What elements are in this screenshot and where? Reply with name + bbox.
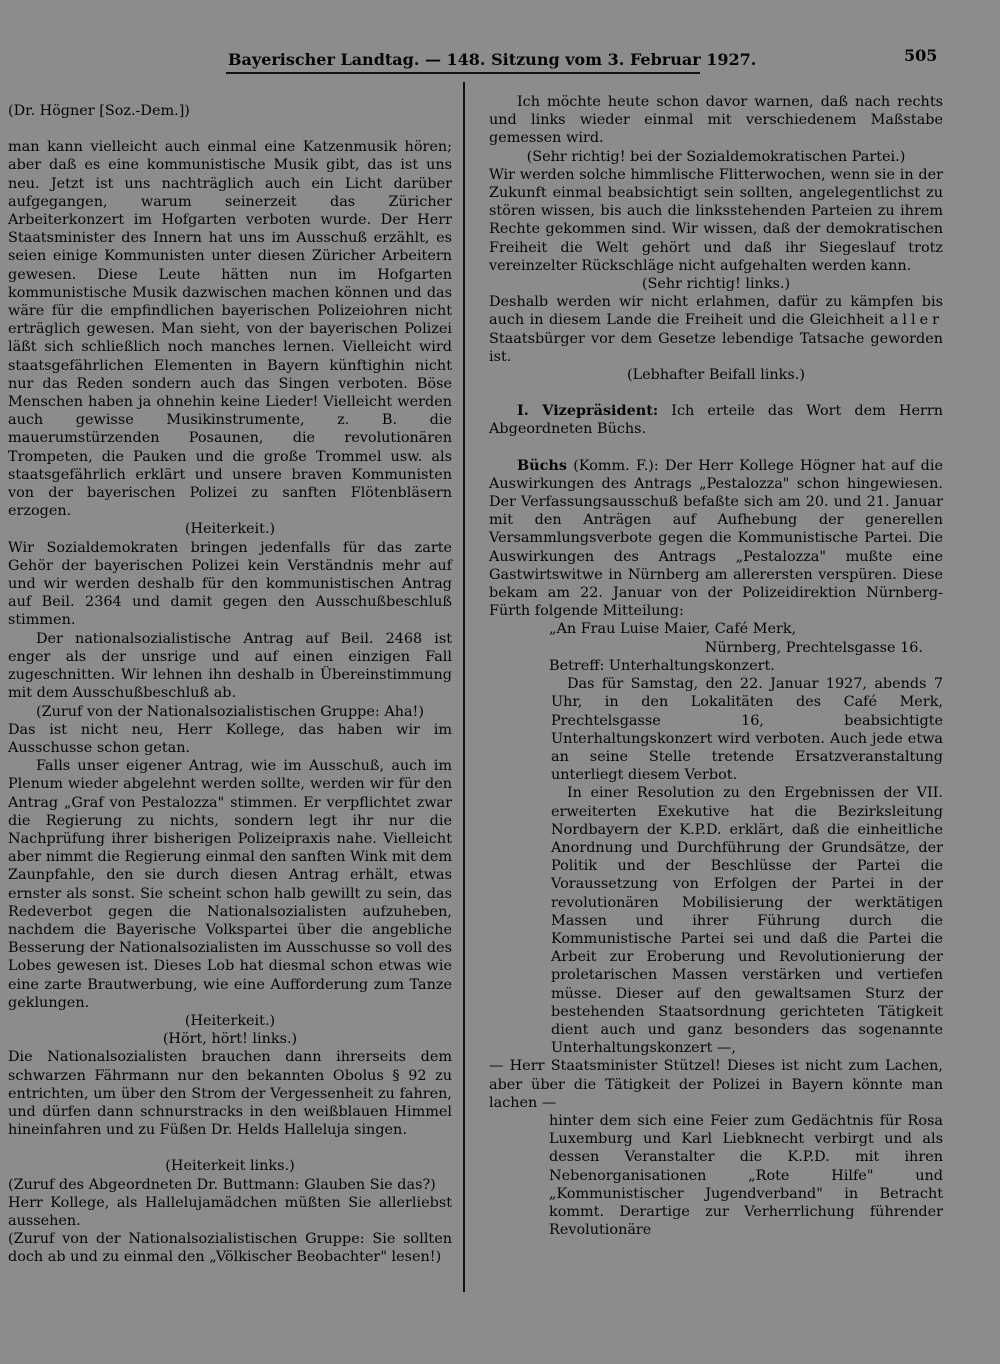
quote-paragraph: Das für Samstag, den 22. Januar 1927, abends 7 Uhr, in den Lokalitäten des Café Merk, Prechtelsgasse 16, beabsichtigte Unterhaltungskonzert wird verboten. Auch jede etwa an seine Stelle tretende Ersatzveranstaltung unterliegt diesem Verbot. [551, 676, 943, 784]
quote-address: „An Frau Luise Maier, Café Merk, [549, 621, 797, 638]
interjection: (Zuruf von der Nationalsozialistischen Gruppe: Sie sollten doch ab und zu einmal den „Völkischer Beobachter" lesen!) [8, 1231, 452, 1266]
reaction: (Lebhafter Beifall links.) [627, 367, 805, 384]
left-column [8, 102, 452, 1267]
reaction: (Hört, hört! links.) [162, 1031, 298, 1048]
header-rule [226, 72, 700, 74]
emphasis: aller [889, 312, 943, 329]
paragraph: Deshalb werden wir nicht erlahmen, dafür zu kämpfen bis auch in diesem Lande die Freiheit und die Gleichheit aller Staatsbürger vor dem Gesetze lebendige Tatsache geworden ist. [489, 294, 943, 365]
reaction: (Sehr richtig! links.) [641, 276, 791, 293]
party-label: (Komm. F.): [573, 457, 659, 474]
column-divider [463, 82, 465, 1292]
paragraph: Das ist nicht neu, Herr Kollege, das haben wir im Ausschusse schon getan. [8, 721, 452, 756]
running-title: Bayerischer Landtag. — 148. Sitzung vom 3. Februar 1927. [228, 50, 757, 69]
paragraph: Der nationalsozialistische Antrag auf Beil. 2468 ist enger als der unsrige und auf einen einzigen Fall zugeschnitten. Wir lehnen ihn deshalb in Übereinstimmung mit dem Ausschußbeschluß ab. [8, 630, 452, 702]
paragraph: Ich möchte heute schon davor warnen, daß nach rechts und links wieder einmal mit verschiedenem Maßstabe gemessen wird. [489, 94, 943, 147]
paragraph: Falls unser eigener Antrag, wie im Ausschuß, auch im Plenum wieder abgelehnt werden sollte, werden wir für den Antrag „Graf von Pestalozza" stimmen. Er verpflichtet zwar die Regierung zu nichts, sondern legt ihr nur die Nachprüfung ihrer bisherigen Polizeipraxis nahe. Vielleicht aber nimmt die Regierung einmal den sanften Wink mit dem Zaunpfahle, den sie durch diesen Antrag erhält, etwas ernster als sonst. Sie scheint schon halb gewillt zu sein, das Redeverbot gegen die Nationalsozialisten aufzuheben, nachdem die Bayerische Volkspartei über die angebliche Besserung der Nationalsozialisten im Ausschusse so voll des Lobes gewesen ist. Dieses Lob hat diesmal schon etwas wie eine zarte Brautwerbung, wie eine Aufforderung zum Tanze geklungen. [8, 758, 452, 1011]
speaker-name: I. Vizepräsident: [517, 402, 659, 420]
paragraph: man kann vielleicht auch einmal eine Katzenmusik hören; aber daß es eine kommunistische Musik gibt, das ist uns neu. Jetzt ist uns nachträglich auch ein Licht darüber aufgegangen, warum seinerzeit das Züricher Arbeiterkonzert im Hofgarten verboten wurde. Der Herr Staatsminister des Innern hat uns im Ausschuß erzählt, es seien einige Kommunisten unter diesen Züricher Arbeitern gewesen. Diese Leute hätten nun im Hofgarten kommunistische Musik dazwischen machen können und das wäre für die empfindlichen bayerischen Polizeiohren nicht erträglich gewesen. Man sieht, von der bayerischen Polizei läßt sich schließlich noch manches lernen. Vielleicht wird staatsgefährlichen Elementen in Bayern künftighin nicht nur das Reden sondern auch das Singen verboten. Böse Menschen haben ja ohnehin keine Lieder! Vielleicht werden auch gewisse Musikinstrumente, z. B. die mauerumstürzenden Posaunen, die revolutionären Trompeten, die Pauken und die große Trommel usw. als staatsgefährlich erklärt und unsere braven Kommunisten von der bayerischen Polizei zu sanften Flötenbläsern erzogen. [8, 139, 452, 520]
interjection: (Zuruf von der Nationalsozialistischen Gruppe: Aha!) [36, 703, 424, 720]
right-column [489, 93, 943, 1239]
interjection: (Zuruf des Abgeordneten Dr. Buttmann: Glauben Sie das?) [8, 1176, 436, 1193]
reaction: (Heiterkeit.) [184, 1012, 276, 1029]
quote-address: Nürnberg, Prechtelsgasse 16. [704, 639, 923, 656]
quote-paragraph: In einer Resolution zu den Ergebnissen der VII. erweiterten Exekutive hat die Bezirksleitung Nordbayern der K.P.D. erklärt, daß die einheitliche Anordnung und Durchführung der Grundsätze, der Politik und der Beschlüsse der Partei die Voraussetzung von Erfolgen der Partei in der revolutionären Mobilisierung der werktätigen Massen und ihrer Führung durch die Kommunistische Partei sei und daß die Partei die Arbeit zur Eroberung und Revolutionierung der proletarischen Massen verstärken und vertiefen müsse. Dieser auf den gewaltsamen Sturz der bestehenden Staatsordnung gerichteten Tätigkeit dient auch und ganz besonders das sogenannte Unterhaltungskonzert —, [551, 785, 943, 1057]
reaction: (Heiterkeit links.) [165, 1158, 295, 1175]
reaction: (Heiterkeit.) [184, 521, 276, 538]
speaker-label: (Dr. Högner [Soz.-Dem.]) [8, 103, 190, 119]
paragraph: Die Nationalsozialisten brauchen dann ihrerseits dem schwarzen Fährmann nur den bekannten Obolus § 92 zu entrichten, um über den Strom der Vergessenheit zu fahren, und dürfen dann schnurstracks in den weißblauen Himmel hineinfahren und zu Füßen Dr. Helds Halleluja singen. [8, 1049, 452, 1139]
speaker-name: Büchs [517, 456, 567, 474]
page-number: 505 [904, 46, 938, 65]
quote-subject: Betreff: Unterhaltungskonzert. [549, 657, 775, 674]
paragraph: Herr Kollege, als Hallelujamädchen müßten Sie allerliebst aussehen. [8, 1194, 452, 1229]
reaction: (Sehr richtig! bei der Sozialdemokratischen Partei.) [526, 148, 906, 165]
quote-paragraph: hinter dem sich eine Feier zum Gedächtnis für Rosa Luxemburg und Karl Liebknecht verbirgt und als dessen Veranstalter die K.P.D. mit ihren Nebenorganisationen „Rote Hilfe" und „Kommunistischer Jugendverband" in Betracht kommt. Derartige zur Verherrlichung führender Revolutionäre [549, 1112, 943, 1239]
paragraph: Wir Sozialdemokraten bringen jedenfalls für das zarte Gehör der bayerischen Polizei kein Verständnis mehr auf und wir werden deshalb für den kommunistischen Antrag auf Beil. 2364 und damit gegen den Ausschußbeschluß stimmen. [8, 539, 452, 629]
paragraph: I. Vizepräsident: Ich erteile das Wort dem Herrn Abgeordneten Büchs. [489, 402, 943, 438]
paragraph: Büchs (Komm. F.): Der Herr Kollege Högner hat auf die Auswirkungen des Antrags „Pestalozza" schon hingewiesen. Der Verfassungsausschuß befaßte sich am 20. und 21. Januar mit den Anträgen auf Aufhebung der generellen Versammlungsverbote gegen die Kommunistische Partei. Die Auswirkungen des Antrags „Pestalozza" mußte eine Gastwirtswitwe in Nürnberg am allerersten verspüren. Diese bekam am 22. Januar von der Polizeidirektion Nürnberg-Fürth folgende Mitteilung: [489, 456, 944, 620]
paragraph: Wir werden solche himmlische Flitterwochen, wenn sie in der Zukunft einmal beabsichtigt sein sollten, angelegentlichst zu stören wissen, bis auch die linksstehenden Parteien zu ihrem Rechte gekommen sind. Wir wissen, daß der demokratischen Freiheit die Welt gehört und daß ihr Siegeslauf trotz vereinzelter Rückschläge nicht aufgehalten werden kann. [489, 166, 943, 274]
paragraph: — Herr Staatsminister Stützel! Dieses ist nicht zum Lachen, aber über die Tätigkeit der Polizei in Bayern könnte man lachen — [489, 1058, 943, 1111]
